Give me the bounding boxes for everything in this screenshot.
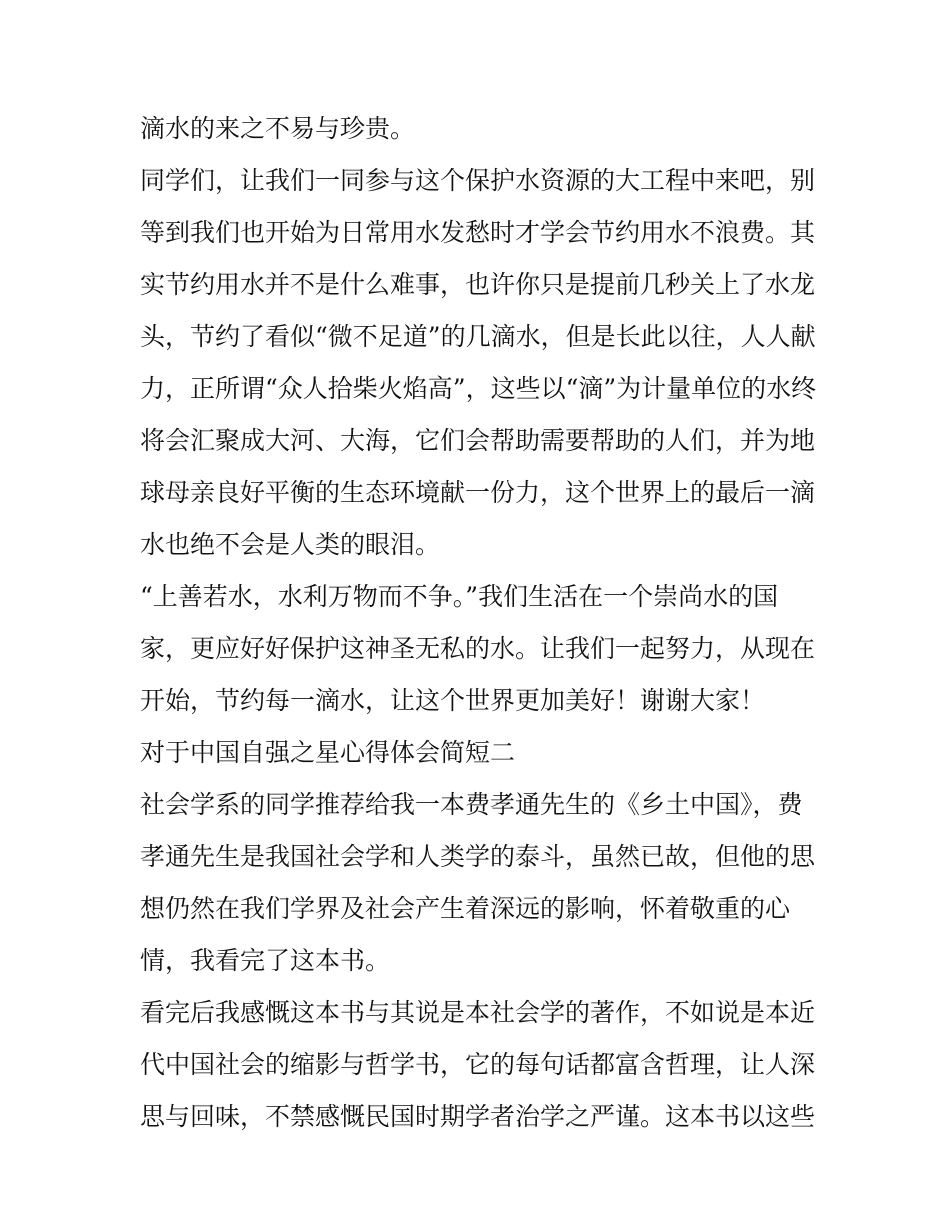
- text-line: 看完后我感慨这本书与其说是本社会学的著作，不如说是本近: [140, 998, 816, 1027]
- text-line: 将会汇聚成大河、大海，它们会帮助需要帮助的人们，并为地: [140, 426, 816, 455]
- text-line: 情，我看完了这本书。: [140, 946, 391, 975]
- text-line: 力，正所谓“众人拾柴火焰高”，这些以“滴”为计量单位的水终: [140, 374, 817, 403]
- text-line: 开始，节约每一滴水，让这个世界更加美好！谢谢大家！: [140, 686, 766, 715]
- section-heading: 对于中国自强之星心得体会简短二: [140, 738, 516, 767]
- text-line: 家，更应好好保护这神圣无私的水。让我们一起努力，从现在: [140, 634, 816, 663]
- text-line: 滴水的来之不易与珍贵。: [140, 114, 416, 143]
- text-line: 球母亲良好平衡的生态环境献一份力，这个世界上的最后一滴: [140, 478, 816, 507]
- text-line: 头，节约了看似“微不足道”的几滴水，但是长此以往，人人献: [140, 322, 816, 351]
- text-line: 孝通先生是我国社会学和人类学的泰斗，虽然已故，但他的思: [140, 842, 816, 871]
- text-line: 水也绝不会是人类的眼泪。: [140, 530, 441, 559]
- text-line: 同学们，让我们一同参与这个保护水资源的大工程中来吧，别: [140, 166, 816, 195]
- text-line: 想仍然在我们学界及社会产生着深远的影响，怀着敬重的心: [140, 894, 791, 923]
- text-line: 等到我们也开始为日常用水发愁时才学会节约用水不浪费。其: [140, 218, 816, 247]
- text-line: 社会学系的同学推荐给我一本费孝通先生的《乡土中国》，费: [140, 790, 803, 819]
- text-line: 思与回味，不禁感慨民国时期学者治学之严谨。这本书以这些: [140, 1102, 816, 1131]
- text-line: 代中国社会的缩影与哲学书，它的每句话都富含哲理，让人深: [140, 1050, 816, 1079]
- text-line: “上善若水，水利万物而不争。”我们生活在一个崇尚水的国: [140, 582, 779, 611]
- text-line: 实节约用水并不是什么难事，也许你只是提前几秒关上了水龙: [140, 270, 816, 299]
